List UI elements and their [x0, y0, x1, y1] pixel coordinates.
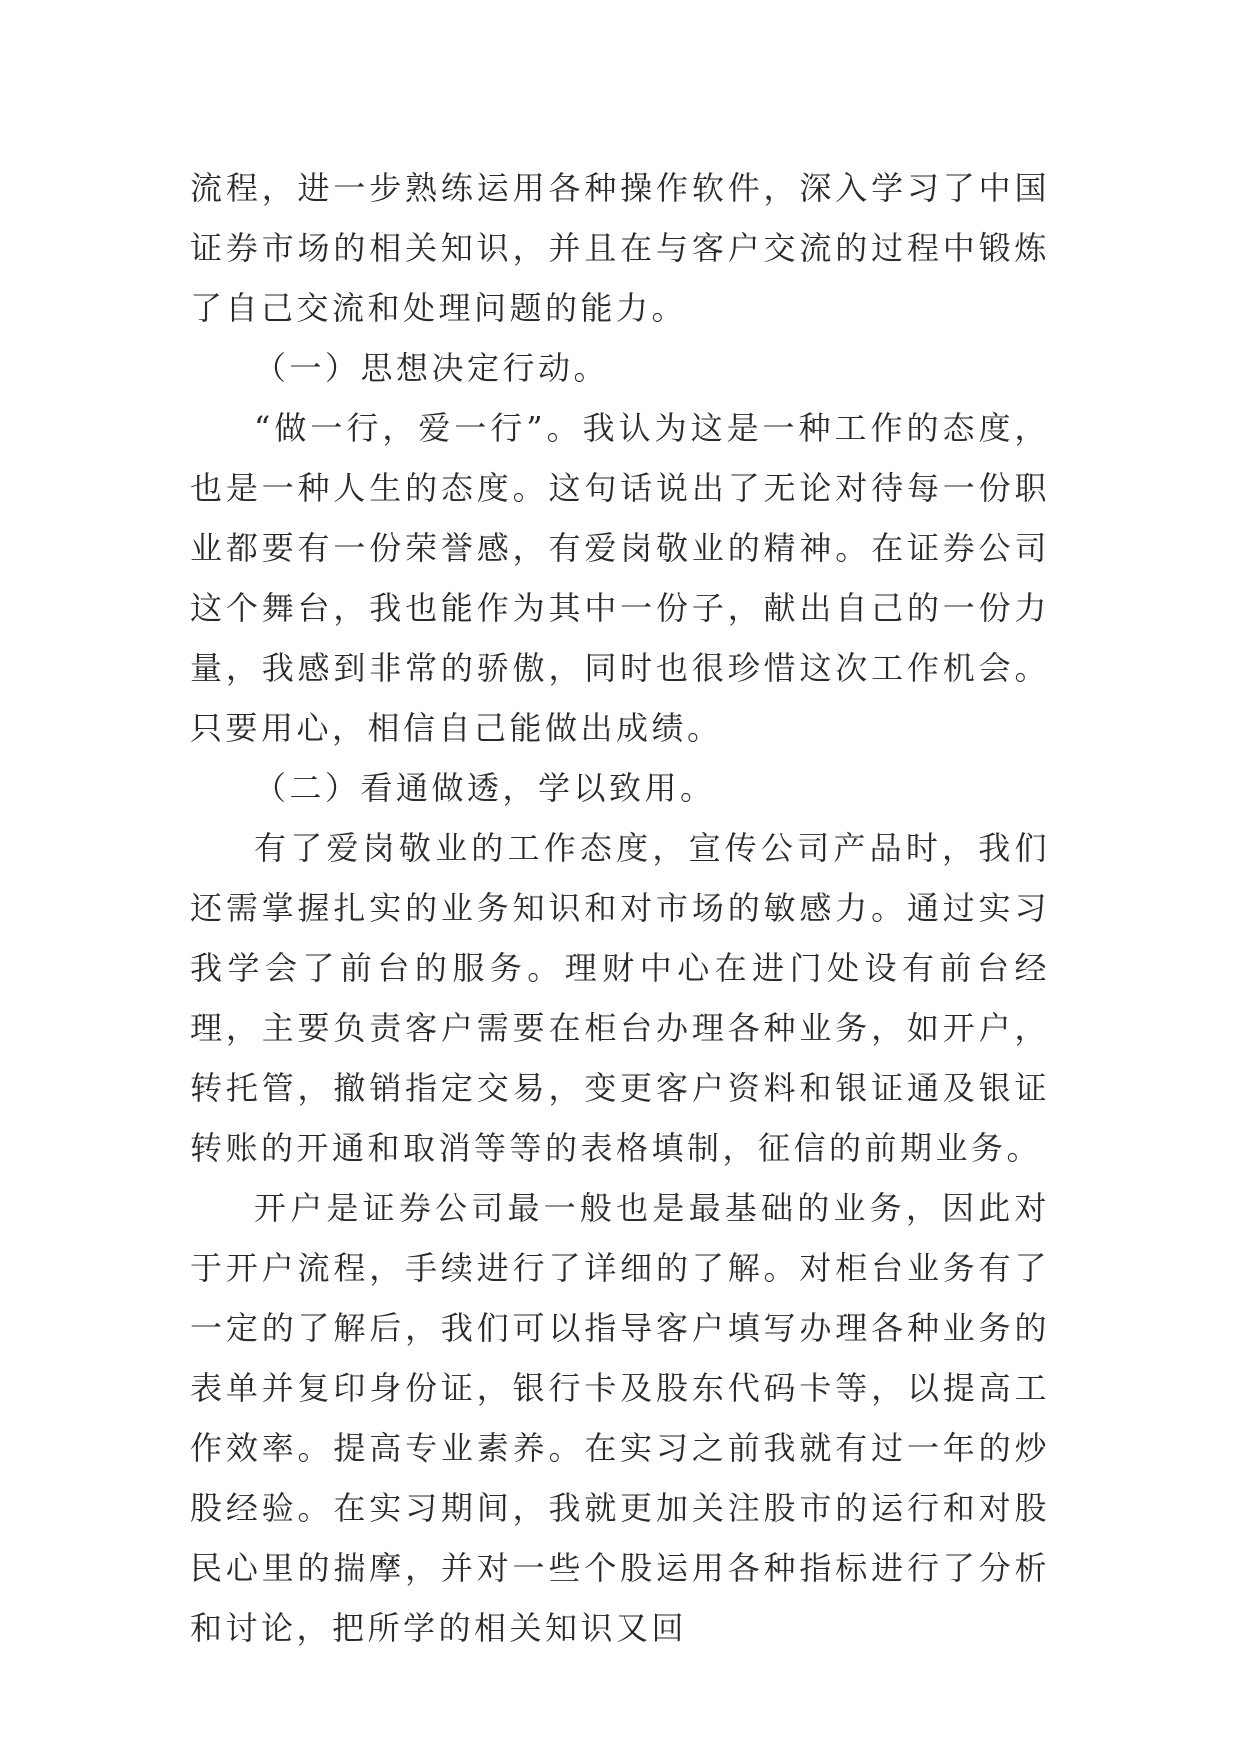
- paragraph-account-opening: 开户是证券公司最一般也是最基础的业务，因此对于开户流程，手续进行了详细的了解。对柜台业务有了一定的了解后，我们可以指导客户填写办理各种业务的表单并复印身份证，银行卡及股东代码卡等，以提高工作效率。提高专业素养。在实习之前我就有过一年的炒股经验。在实习期间，我就更加关注股市的运行和对股民心里的揣摩，并对一些个股运用各种指标进行了分析和讨论，把所学的相关知识又回: [190, 1189, 1050, 1647]
- body-text: [190, 158, 1050, 1658]
- paragraph-attitude: “做一行，爱一行”。我认为这是一种工作的态度，也是一种人生的态度。这句话说出了无论对待每一份职业都要有一份荣誉感，有爱岗敬业的精神。在证券公司这个舞台，我也能作为其中一份子，献出自己的一份力量，我感到非常的骄傲，同时也很珍惜这次工作机会。只要用心，相信自己能做出成绩。: [190, 409, 1050, 747]
- paragraph-continuation: 流程，进一步熟练运用各种操作软件，深入学习了中国证券市场的相关知识，并且在与客户交流的过程中锻炼了自己交流和处理问题的能力。: [190, 169, 1050, 327]
- section-heading-2: （二）看通做透，学以致用。: [254, 769, 716, 807]
- paragraph-front-desk: 有了爱岗敬业的工作态度，宣传公司产品时，我们还需掌握扎实的业务知识和对市场的敏感力。通过实习我学会了前台的服务。理财中心在进门处设有前台经理，主要负责客户需要在柜台办理各种业务，如开户，转托管，撤销指定交易，变更客户资料和银证通及银证转账的开通和取消等等的表格填制，征信的前期业务。: [190, 829, 1050, 1167]
- section-heading-1: （一）思想决定行动。: [254, 349, 610, 387]
